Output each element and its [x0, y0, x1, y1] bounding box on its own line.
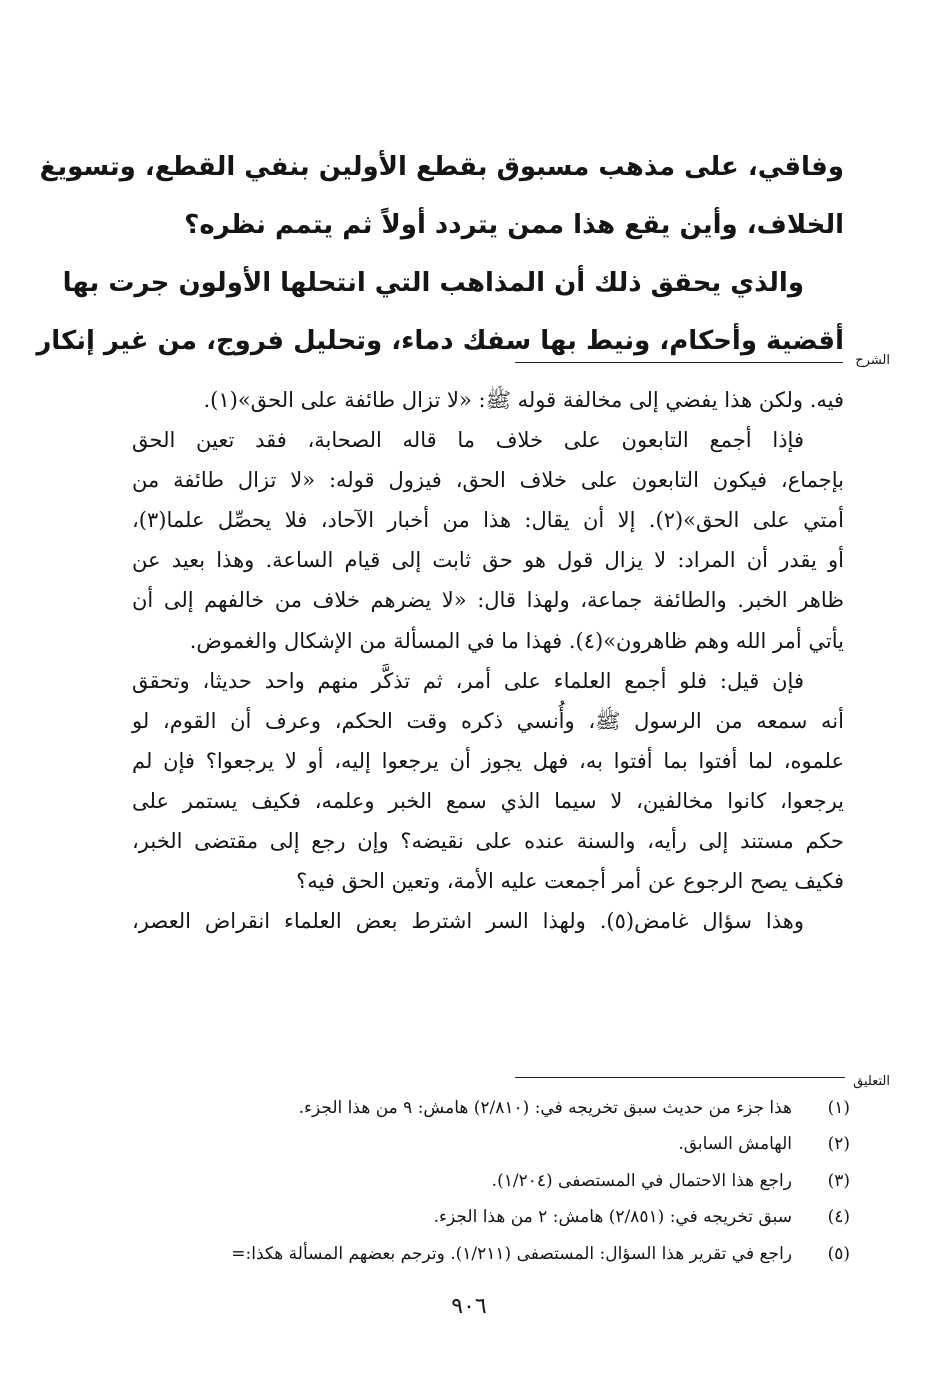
commentary-line: وهذا سؤال غامض(٥). ولهذا السر اشترط بعض العلماء انقراض العصر، — [132, 909, 805, 934]
footnote-text: الهامش السابق. — [678, 1134, 792, 1155]
notes-label: التعليق — [853, 1074, 890, 1089]
footnote-item — [150, 1090, 850, 1126]
commentary-line: أمتي على الحق»(٢). إلا أن يقال: هذا من أخبار الآحاد، فلا يحصِّل علما(٣)، — [132, 508, 844, 533]
commentary-line: بإجماع، فيكون التابعون على خلاف الحق، فيزول قوله: «لا تزال طائفة من — [132, 468, 844, 493]
main-text — [36, 138, 844, 370]
commentary-line: أو يقدر أن المراد: لا يزال قول هو حق ثابت إلى قيام الساعة. وهذا بعيد عن — [132, 548, 844, 573]
commentary-line: علموه، لما أفتوا بما أفتوا به، فهل يجوز أن يرجعوا إليه، أو لا يرجعوا؟ فإن لم — [132, 748, 844, 773]
footnote-text: راجع في تقرير هذا السؤال: المستصفى (١/٢١١). وترجم بعضهم المسألة هكذا:= — [231, 1243, 792, 1264]
commentary-line: يرجعوا، كانوا مخالفين، لا سيما الذي سمع الخبر وعلمه، فكيف يستمر على — [132, 788, 844, 813]
footnote-number: (٤) — [827, 1207, 850, 1228]
main-text-line: والذي يحقق ذلك أن المذاهب التي انتحلها الأولون جرت بها — [62, 268, 804, 298]
commentary-line: فيه. ولكن هذا يفضي إلى مخالفة قوله ﷺ: «لا تزال طائفة على الحق»(١). — [203, 388, 844, 412]
footnote-item — [150, 1163, 850, 1199]
main-text-line: الخلاف، وأين يقع هذا ممن يتردد أولاً ثم يتمم نظره؟ — [184, 210, 844, 240]
footnote-number: (٢) — [827, 1134, 850, 1155]
notes-divider — [515, 1077, 845, 1078]
commentary-line: يأتي أمر الله وهم ظاهرون»(٤). فهذا ما في المسألة من الإشكال والغموض. — [189, 628, 844, 653]
footnote-item — [150, 1199, 850, 1235]
page-number: ٩٠٦ — [451, 1294, 487, 1319]
commentary-line: فإن قيل: فلو أجمع العلماء على أمر، ثم تذكَّر منهم واحد حديثا، وتحقق — [132, 668, 804, 693]
commentary-line: حكم مستند إلى رأيه، والسنة عنده على نقيضه؟ وإن رجع إلى مقتضى الخبر، — [132, 829, 844, 854]
footnotes — [150, 1090, 850, 1272]
footnote-item — [150, 1126, 850, 1162]
commentary-line: فكيف يصح الرجوع عن أمر أجمعت عليه الأمة، وتعين الحق فيه؟ — [296, 869, 844, 894]
commentary-line: أنه سمعه من الرسول ﷺ، وأُنسي ذكره وقت الحكم، وعرف أن القوم، لو — [132, 708, 844, 733]
commentary-text — [132, 380, 844, 941]
commentary-label: الشرح — [855, 353, 890, 368]
footnote-text: هذا جزء من حديث سبق تخريجه في: (٢/٨١٠) هامش: ٩ من هذا الجزء. — [298, 1098, 792, 1118]
footnote-text: راجع هذا الاحتمال في المستصفى (١/٢٠٤). — [491, 1170, 792, 1191]
footnote-text: سبق تخريجه في: (٢/٨٥١) هامش: ٢ من هذا الجزء. — [433, 1207, 792, 1228]
commentary-line: ظاهر الخبر. والطائفة جماعة، ولهذا قال: «لا يضرهم خلاف من خالفهم إلى أن — [132, 588, 844, 613]
footnote-number: (١) — [827, 1098, 850, 1118]
commentary-line: فإذا أجمع التابعون على خلاف ما قاله الصحابة، فقد تعين الحق — [132, 428, 804, 453]
footnote-number: (٥) — [827, 1243, 850, 1264]
footnote-number: (٣) — [827, 1170, 850, 1191]
main-text-line: وفاقي، على مذهب مسبوق بقطع الأولين بنفي القطع، وتسويغ — [39, 152, 844, 182]
commentary-divider — [515, 362, 843, 363]
footnote-item — [150, 1236, 850, 1272]
main-text-line: أقضية وأحكام، ونيط بها سفك دماء، وتحليل فروج، من غير إنكار — [36, 326, 844, 356]
